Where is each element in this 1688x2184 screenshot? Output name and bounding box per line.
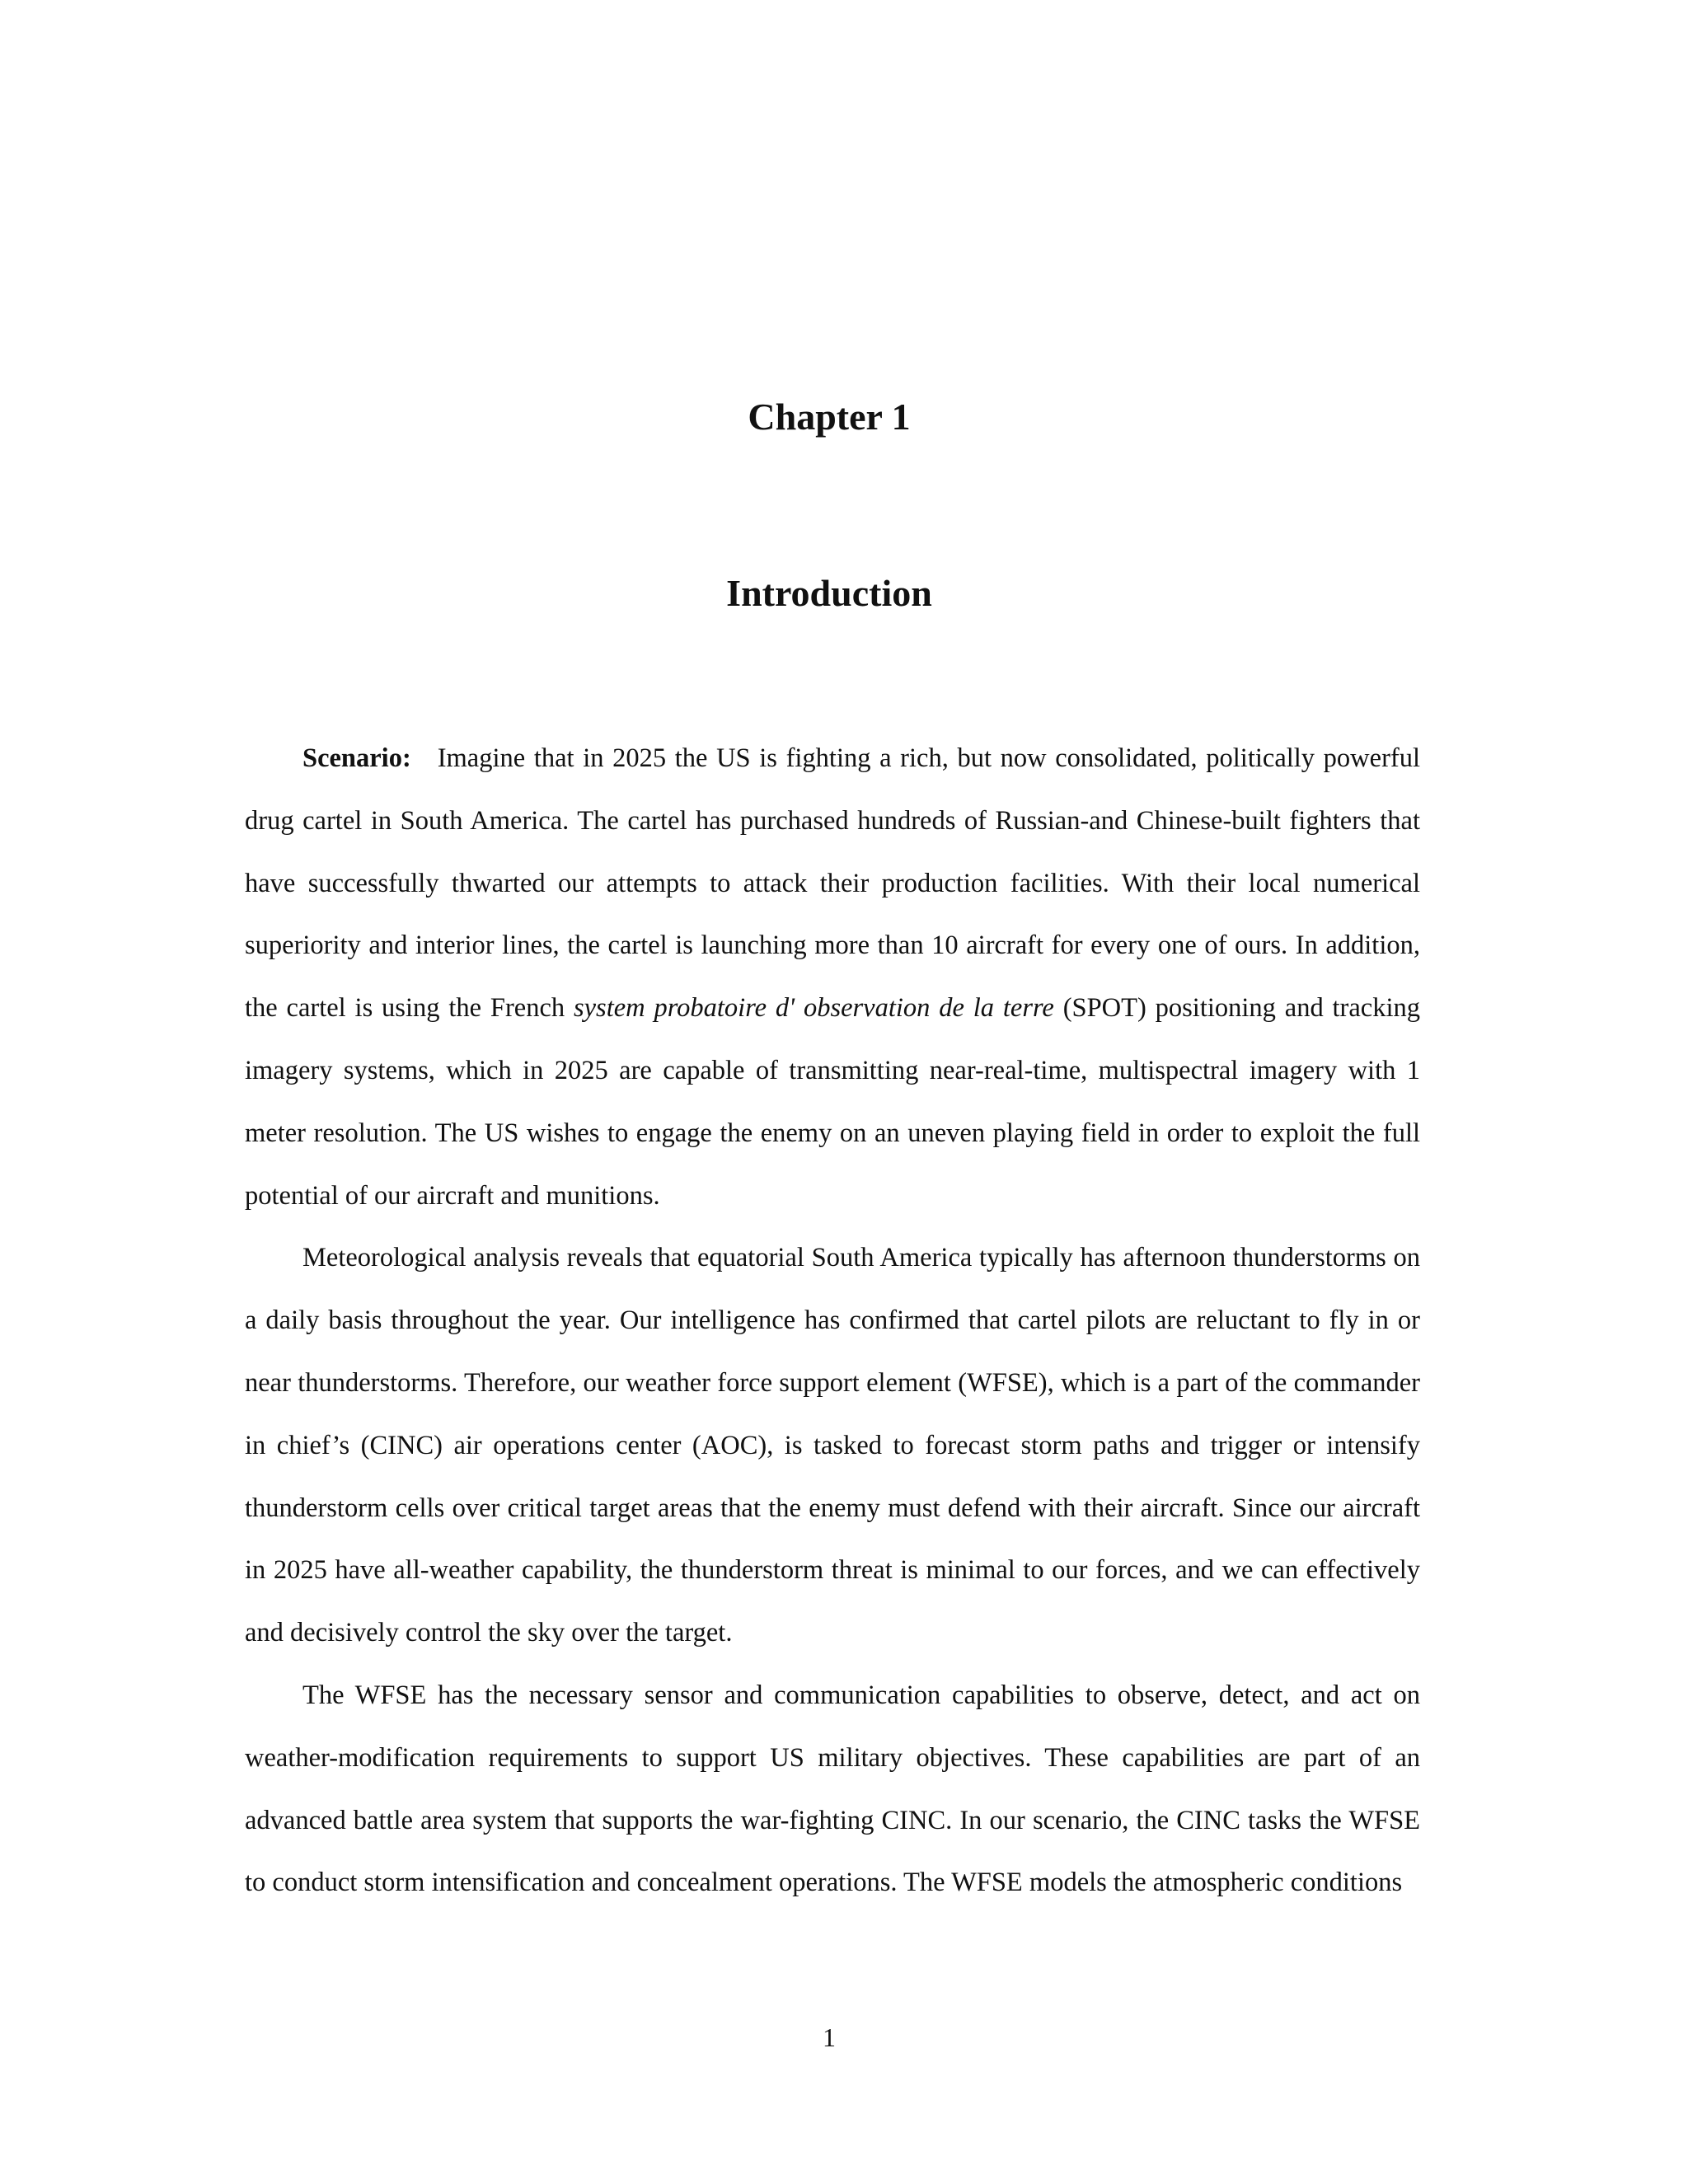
paragraph-meteorological-analysis: Meteorological analysis reveals that equatorial South America typically has afternoon thunderstorms on a daily basis throughout the year. Our intelligence has confirmed that cartel pilots are reluctant to fly in or near thunderstorms. Therefore, our weather force support element (WFSE), which is a part of the commander in chief’s (CINC) air operations center (AOC), is tasked to forecast storm paths and trigger or intensify thunderstorm cells over critical target areas that the enemy must defend with their aircraft. Since our aircraft in 2025 have all-weather capability, the thunderstorm threat is minimal to our forces, and we can effectively and decisively control the sky over the target. — [245, 1243, 1420, 1648]
paragraph-scenario — [245, 728, 1420, 1227]
chapter-title-heading: Introduction — [726, 572, 932, 614]
body-text — [245, 728, 1420, 1915]
paragraph-wfse-capabilities: The WFSE has the necessary sensor and communication capabilities to observe, detect, and act on weather-modification requirements to support US military objectives. These capabilities are part of an advanced battle area system that supports the war-fighting CINC. In our scenario, the CINC tasks the WFSE to conduct storm intensification and concealment operations. The WFSE models the atmospheric conditions — [245, 1680, 1420, 1898]
paragraph-scenario-text-b: (SPOT) positioning and tracking imagery systems, which in 2025 are capable of transmitting near-real-time, multispectral imagery with 1 meter resolution. The US wishes to engage the enemy on an uneven playing field in order to exploit the full potential of our aircraft and munitions. — [245, 993, 1421, 1211]
scenario-label: Scenario: — [302, 743, 411, 773]
spot-system-italic-name: system probatoire d' observation de la terre — [573, 993, 1054, 1024]
page-number: 1 — [823, 2022, 836, 2052]
paragraph-scenario-text-a: Imagine that in 2025 the US is fighting a rich, but now consolidated, politically powerful drug cartel in South America. The cartel has purchased hundreds of Russian-and Chinese-built fighters that have successfully thwarted our attempts to attack their production facilities. With their local numerical superiority and interior lines, the cartel is launching more than 10 aircraft for every one of ours. In addition, the cartel is using the French — [245, 743, 1421, 1024]
chapter-number-heading: Chapter 1 — [748, 396, 911, 438]
